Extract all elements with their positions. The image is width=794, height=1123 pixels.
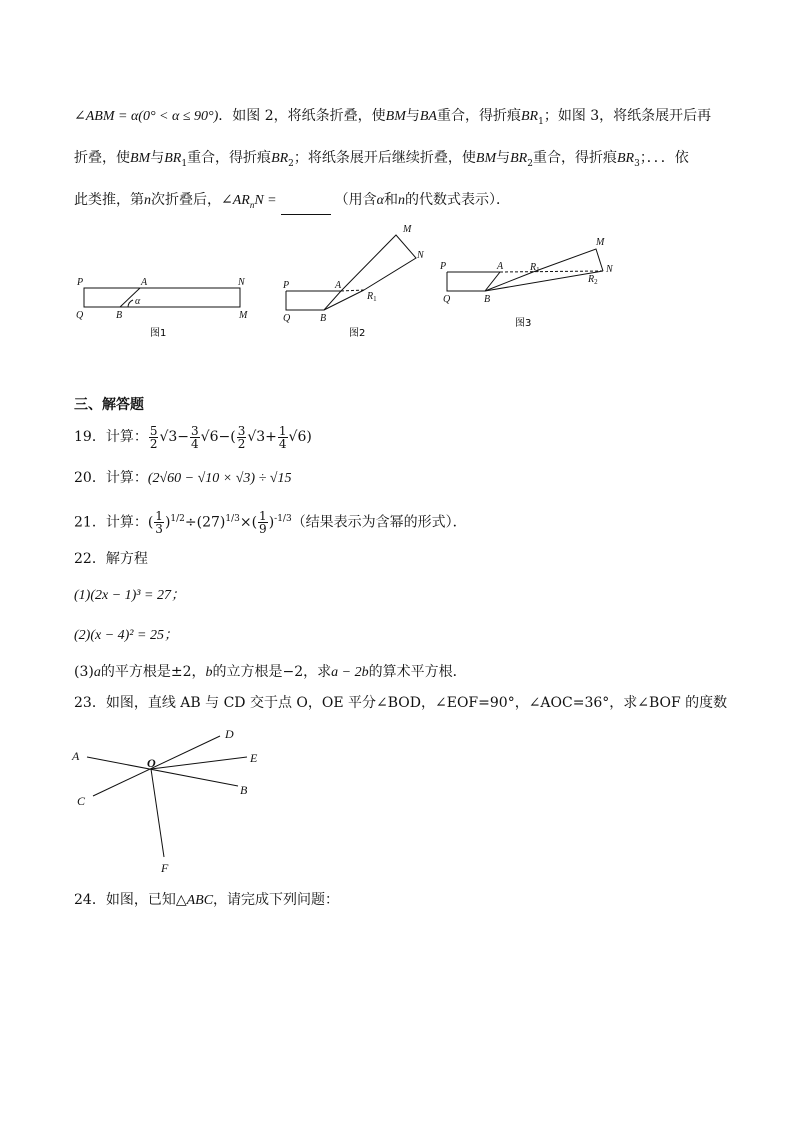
question-21: 21．计算：( $\frac{1}{3}$ )$^{1/2}\div(27)^{1/3}\times$( $\frac{1}{9}$ )$^{-1/3}$（结果表示为含幂的形式）． (74, 509, 467, 537)
fig2-label-N: N (417, 250, 424, 261)
fig3-label-R2: $R_2$ (588, 274, 598, 286)
answer-blank[interactable] (281, 200, 331, 215)
fig1-label-alpha: α (135, 296, 141, 307)
fig2-label-M: M (403, 224, 412, 235)
fig3-label-N: N (606, 264, 613, 275)
question-23: 23．如图，直线 AB 与 CD 交于点 O，OE 平分∠BOD，∠EOF=90°，∠AOC=36°，求∠BOF 的度数 (74, 695, 728, 711)
figure-3 (447, 249, 603, 291)
q23-label-D: D (225, 727, 234, 741)
fig1-label-A: A (141, 277, 148, 288)
fig2-label-P: P (283, 280, 290, 291)
fig3-label-M: M (596, 237, 605, 248)
fig1-label-B: B (116, 310, 123, 321)
question-24: 24．如图，已知△ABC，请完成下列问题： (74, 892, 340, 908)
figure-1 (84, 288, 240, 307)
fig3-label-A: A (497, 261, 504, 272)
q23-label-B: B (240, 783, 248, 797)
fig1-label-M: M (239, 310, 248, 321)
fig2-label-A: A (335, 280, 342, 291)
fig1-label-P: P (77, 277, 84, 288)
question-22-part-3: (3)a的平方根是±2，b的立方根是−2，求a − 2b的算术平方根． (74, 664, 467, 680)
question-22-part-1: (1)(2x − 1)³ = 27； (74, 588, 185, 603)
section-heading: 三、解答题 (74, 397, 144, 413)
fig2-caption: 图2 (349, 328, 366, 339)
q23-label-C: C (77, 794, 86, 808)
angle-expression: ∠ABM = α(0° < α ≤ 90°) (74, 109, 219, 124)
fig1-caption: 图1 (150, 328, 167, 339)
fig2-label-B: B (320, 313, 327, 324)
question-22: 22．解方程 (74, 551, 148, 567)
question-19: 19．计算： $\frac{5}{2}$ √3− $\frac{3}{4}$ √6−( $\frac{3}{2}$ √3+ $\frac{1}{4}$ √6) (74, 423, 312, 451)
problem-line-3: 此类推，第n次折叠后，$\angle AR_nN$ = （用含α和n的代数式表示）． (74, 190, 510, 215)
folding-figures (0, 218, 794, 348)
fig1-label-Q: Q (76, 310, 84, 321)
q23-label-E: E (250, 751, 258, 765)
fig2-label-R1: $R_1$ (367, 291, 377, 303)
fig2-label-Q: Q (283, 313, 291, 324)
fig3-label-B: B (484, 294, 491, 305)
fig3-caption: 图3 (515, 318, 532, 329)
problem-line-2: 折叠，使BM与$BR_1$重合，得折痕$BR_2$；将纸条展开后继续折叠，使BM与$BR_2$重合，得折痕$BR_3$；．．．依 (74, 150, 689, 169)
fig3-label-R1: $R_1$ (530, 262, 540, 274)
fig3-label-P: P (440, 261, 447, 272)
fig3-label-Q: Q (443, 294, 451, 305)
figure-2 (286, 235, 416, 310)
question-22-part-2: (2)(x − 4)² = 25； (74, 628, 178, 643)
problem-line-1: ∠ABM = α(0° < α ≤ 90°)．如图 2，将纸条折叠，使BM与BA重合，得折痕$BR_1$；如图 3，将纸条展开后再 (74, 108, 712, 127)
question-20: 20．计算：(2√60 − √10 × √3) ÷ √15 (74, 470, 292, 486)
fig1-label-N: N (238, 277, 245, 288)
q23-label-F: F (161, 861, 169, 875)
q23-label-A: A (72, 749, 80, 763)
q23-figure (60, 722, 280, 882)
q23-label-O: O (147, 756, 156, 770)
